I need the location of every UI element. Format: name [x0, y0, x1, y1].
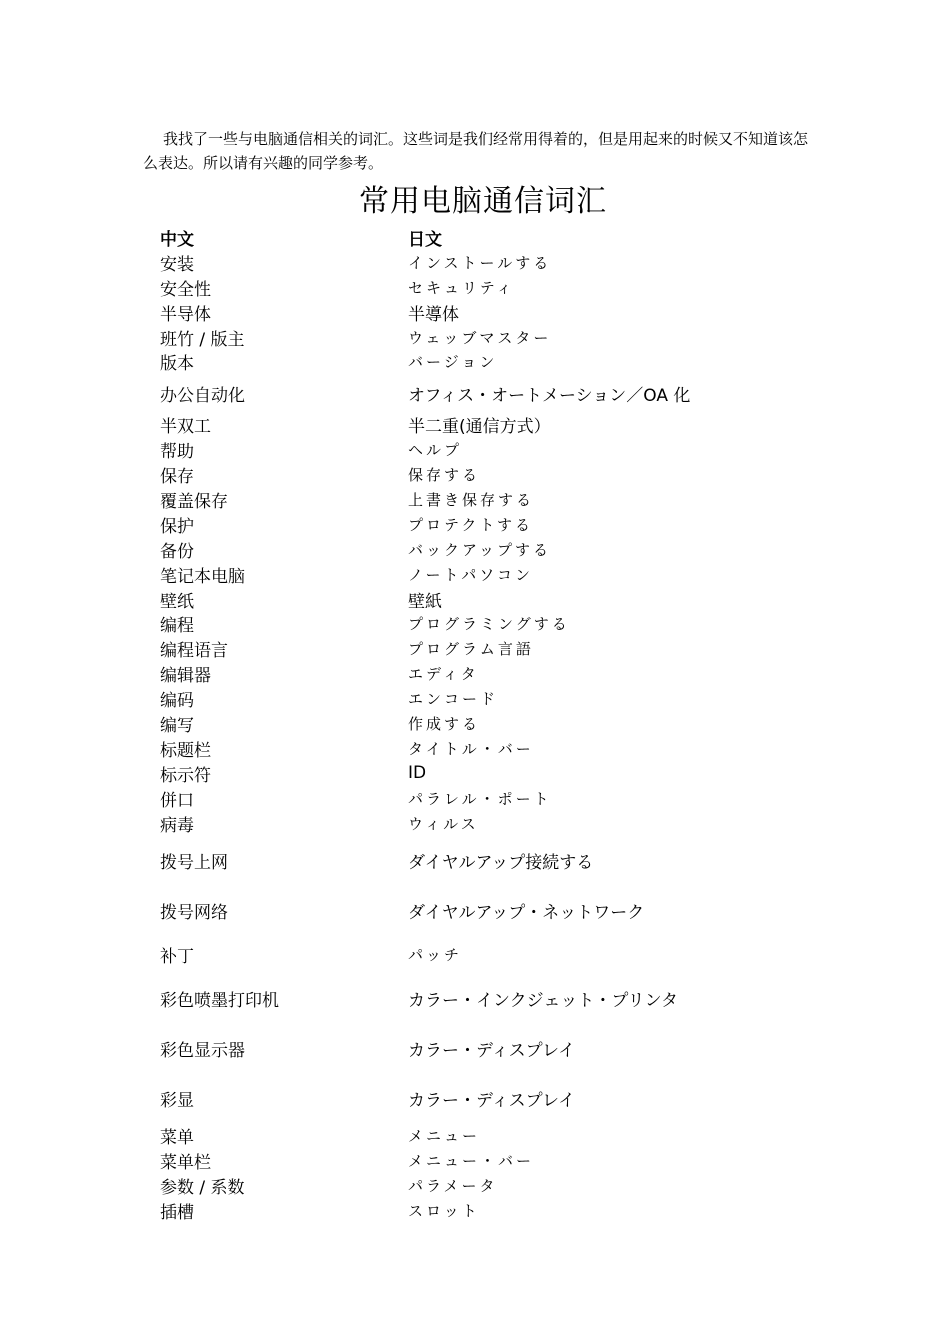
- table-row: [160, 512, 780, 537]
- japanese-term: バックアップする: [408, 540, 551, 559]
- chinese-term: 办公自动化: [160, 385, 245, 406]
- table-row: [160, 636, 780, 661]
- chinese-term: 编写: [160, 715, 194, 736]
- japanese-term: 保存する: [408, 466, 481, 485]
- table-row: [160, 437, 780, 462]
- chinese-term: 帮助: [160, 442, 194, 463]
- vocabulary-table: [160, 225, 780, 1223]
- japanese-term: メニュー: [408, 1127, 481, 1146]
- chinese-term: 安全性: [160, 279, 211, 300]
- table-row: [160, 487, 780, 512]
- chinese-term: 拨号上网: [160, 852, 228, 873]
- chinese-term: 菜单: [160, 1128, 194, 1149]
- japanese-term: カラー・インクジェット・プリンタ: [408, 990, 678, 1011]
- japanese-term: ノートパソコン: [408, 565, 533, 584]
- chinese-term: 彩色喷墨打印机: [160, 990, 279, 1011]
- japanese-term: プロテクトする: [408, 515, 533, 534]
- table-row: [160, 325, 780, 350]
- page-title: 常用电脑通信词汇: [359, 184, 607, 219]
- table-row: [160, 349, 780, 374]
- japanese-term: メニュー・バー: [408, 1152, 535, 1171]
- japanese-term: スロット: [408, 1202, 480, 1221]
- japanese-term: パラレル・ポート: [408, 789, 552, 808]
- chinese-term: 编码: [160, 691, 194, 712]
- japanese-term: パラメータ: [408, 1177, 498, 1196]
- table-row: [160, 1173, 780, 1198]
- japanese-term: 半導体: [408, 304, 459, 325]
- chinese-term: 拨号网络: [160, 902, 228, 923]
- chinese-term: 编程: [160, 616, 194, 637]
- chinese-term: 编辑器: [160, 666, 211, 687]
- chinese-term: 彩显: [160, 1090, 194, 1111]
- chinese-term: 安装: [160, 254, 194, 275]
- table-row: [160, 1198, 780, 1223]
- chinese-term: 班竹 / 版主: [160, 329, 245, 350]
- japanese-term: バージョン: [408, 353, 498, 372]
- japanese-term: 作成する: [408, 714, 481, 733]
- japanese-term: ウェッブマスター: [408, 328, 552, 347]
- japanese-term: オフィス・オートメーション／OA 化: [408, 385, 691, 406]
- japanese-term: 半二重(通信方式）: [408, 417, 551, 438]
- table-row: [160, 275, 780, 300]
- table-row: [160, 462, 780, 487]
- table-row: [160, 587, 780, 612]
- chinese-term: 菜单栏: [160, 1153, 211, 1174]
- table-row: [160, 1023, 780, 1073]
- japanese-term: セキュリティ: [408, 278, 515, 297]
- chinese-term: 标题栏: [160, 740, 211, 761]
- table-row: [160, 935, 780, 973]
- chinese-term: 笔记本电脑: [160, 566, 245, 587]
- table-row: [160, 374, 780, 412]
- japanese-term: カラー・ディスプレイ: [408, 1090, 576, 1111]
- table-row: [160, 973, 780, 1023]
- japanese-term: ダイヤルアップ接続する: [408, 852, 594, 873]
- table-row: [160, 1148, 780, 1173]
- chinese-term: 半导体: [160, 304, 211, 325]
- japanese-term: 上書き保存する: [408, 490, 535, 509]
- table-row: [160, 786, 780, 811]
- chinese-term: 病毒: [160, 815, 194, 836]
- chinese-term: 补丁: [160, 946, 194, 967]
- japanese-term: ID: [408, 763, 427, 784]
- chinese-term: 参数 / 系数: [160, 1178, 245, 1199]
- chinese-term: 插槽: [160, 1203, 194, 1224]
- table-header-row: [160, 225, 780, 250]
- chinese-term: 彩色显示器: [160, 1040, 245, 1061]
- chinese-term: 备份: [160, 541, 194, 562]
- table-row: [160, 1123, 780, 1148]
- table-row: [160, 761, 780, 786]
- header-japanese: 日文: [408, 229, 442, 250]
- table-row: [160, 811, 780, 836]
- japanese-term: エンコード: [408, 690, 499, 709]
- japanese-term: ダイヤルアップ・ネットワーク: [408, 902, 645, 923]
- chinese-term: 半双工: [160, 417, 211, 438]
- table-row: [160, 736, 780, 761]
- chinese-term: 併口: [160, 790, 194, 811]
- intro-paragraph: 我找了一些与电脑通信相关的词汇。这些词是我们经常用得着的，但是用起来的时候又不知道该怎么表达。所以请有兴趣的同学参考。: [143, 130, 809, 172]
- japanese-term: タイトル・バー: [408, 739, 534, 758]
- table-row: [160, 885, 780, 935]
- japanese-term: プログラミングする: [408, 615, 570, 634]
- japanese-term: パッチ: [408, 945, 463, 964]
- header-chinese: 中文: [160, 229, 194, 250]
- japanese-term: 壁紙: [408, 591, 442, 612]
- table-row: [160, 711, 780, 736]
- table-row: [160, 835, 780, 885]
- table-row: [160, 611, 780, 636]
- japanese-term: プログラム言語: [408, 640, 534, 659]
- table-row: [160, 412, 780, 437]
- table-row: [160, 300, 780, 325]
- japanese-term: インストールする: [408, 253, 552, 272]
- chinese-term: 保存: [160, 467, 194, 488]
- japanese-term: ヘルプ: [408, 441, 463, 460]
- table-row: [160, 537, 780, 562]
- table-row: [160, 250, 780, 275]
- table-row: [160, 661, 780, 686]
- japanese-term: エディタ: [408, 665, 479, 684]
- chinese-term: 壁纸: [160, 591, 194, 612]
- chinese-term: 标示符: [160, 765, 211, 786]
- table-body: [160, 250, 780, 1223]
- japanese-term: カラー・ディスプレイ: [408, 1040, 576, 1061]
- chinese-term: 覆盖保存: [160, 491, 228, 512]
- table-row: [160, 1073, 780, 1123]
- table-row: [160, 686, 780, 711]
- table-row: [160, 562, 780, 587]
- japanese-term: ウィルス: [408, 814, 479, 833]
- chinese-term: 版本: [160, 354, 194, 375]
- chinese-term: 保护: [160, 516, 194, 537]
- chinese-term: 编程语言: [160, 641, 228, 662]
